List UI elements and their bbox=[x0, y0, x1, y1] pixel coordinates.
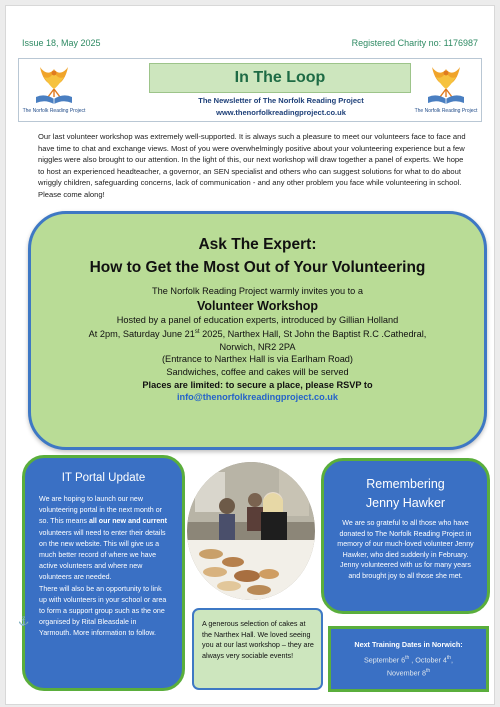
remembering-heading-2: Jenny Hawker bbox=[365, 496, 446, 510]
training-date-1-suffix: th bbox=[405, 655, 410, 661]
charity-number: Registered Charity no: 1176987 bbox=[351, 38, 478, 48]
logo-caption-left: The Norfolk Reading Project bbox=[22, 108, 86, 114]
training-date-1: September 6 bbox=[363, 655, 406, 665]
it-portal-p1-end: volunteers will need to enter their details on the new website. This will give us a much better record of where we have active volunteers and where new volunteers are needed. bbox=[39, 528, 166, 582]
invite-line: The Norfolk Reading Project warmly invites you to a bbox=[152, 286, 363, 296]
remembering-heading bbox=[324, 475, 487, 513]
training-heading: Next Training Dates in Norwich: bbox=[354, 640, 463, 649]
phoenix-book-logo-icon bbox=[422, 63, 470, 107]
photo-caption-box: A generous selection of cakes at the Narthex Hall. We loved seeing you at our last workshop – they are always very sociable events! bbox=[192, 608, 323, 690]
issue-label: Issue 18, May 2025 bbox=[22, 38, 101, 48]
when-line bbox=[31, 326, 484, 341]
anchor-icon: ⚓ bbox=[18, 616, 30, 626]
training-date-3-suffix: th bbox=[425, 667, 431, 674]
phoenix-book-logo-icon bbox=[30, 63, 78, 107]
event-photo-image bbox=[187, 462, 315, 600]
rsvp-email-link[interactable]: info@thenorfolkreadingproject.co.uk bbox=[176, 392, 339, 403]
training-date-2: , October 4 bbox=[409, 655, 447, 665]
it-portal-body bbox=[25, 484, 182, 640]
logo-caption-right: The Norfolk Reading Project bbox=[414, 108, 478, 114]
newsletter-title: In The Loop bbox=[234, 69, 326, 86]
logo-right bbox=[414, 63, 478, 119]
top-info-row bbox=[22, 38, 478, 48]
remembering-jenny-panel bbox=[321, 458, 490, 614]
remembering-body: We are so grateful to all those who have donated to The Norfolk Reading Project in memory of our much-loved volunteer Jenny Hawker, who died suddenly in February. Jenny volunteered with us for many years and brought joy to all those she met. bbox=[337, 519, 474, 580]
it-portal-update-panel bbox=[22, 455, 185, 691]
it-portal-p2: There will also be an opportunity to link up with volunteers in your school or area to form a support group such as the one organised by Rital Bleasdale in Yarmouth. More information to follow. bbox=[39, 584, 167, 638]
it-portal-heading: IT Portal Update bbox=[61, 472, 146, 484]
training-dates: September 6th , October 4th, November 8th bbox=[363, 655, 454, 677]
training-dates-box bbox=[328, 626, 489, 692]
subtitle-text: The Newsletter of The Norfolk Reading Project bbox=[198, 96, 364, 105]
expert-heading-1: Ask The Expert: bbox=[198, 236, 317, 253]
newsletter-title-box bbox=[149, 63, 411, 93]
limited-line: Places are limited: to secure a place, please RSVP to bbox=[142, 379, 373, 390]
where-line: Norwich, NR2 2PA bbox=[219, 341, 296, 352]
intro-paragraph: Our last volunteer workshop was extremely well-supported. It is always such a pleasure to meet our volunteers face to face and have time to chat and exchange views. Most of you were overwhelmingly positive about your volunteering experience but a few niggles were also brought to our attention. In the light of this, our next workshop will draw together a panel of experts. We hope to host an experienced headteacher, a governor, an SEN specialist and others who can suggest solutions for what to do about wriggly children, safeguarding concerns, lack of communication - and any other problem you face while volunteering in school. Please come along! bbox=[38, 132, 466, 199]
remembering-heading-1: Remembering bbox=[366, 477, 445, 491]
expert-heading-2: How to Get the Most Out of Your Volunteering bbox=[89, 259, 426, 276]
website-link[interactable]: www.thenorfolkreadingproject.co.uk bbox=[216, 108, 346, 117]
newsletter-page bbox=[5, 5, 495, 705]
masthead-subtitle bbox=[146, 95, 416, 119]
hosted-line: Hosted by a panel of education experts, introduced by Gillian Holland bbox=[116, 314, 399, 325]
it-portal-p1-bold: all our new and current bbox=[88, 517, 167, 526]
workshop-title: Volunteer Workshop bbox=[196, 298, 319, 313]
it-portal-p1: We are hoping to launch our new volunteering portal in the next month or so. This means bbox=[39, 495, 163, 526]
entrance-line: (Entrance to Narthex Hall is via Earlham Road) bbox=[162, 354, 353, 365]
training-date-2-suffix: th bbox=[446, 655, 452, 661]
food-line: Sandwiches, coffee and cakes will be served bbox=[166, 367, 349, 378]
when-venue: 2025, Narthex Hall, St John the Baptist R.C .Cathedral, bbox=[199, 329, 427, 340]
cakes-event-photo bbox=[187, 462, 315, 600]
training-date-3: November 8 bbox=[386, 667, 426, 677]
ask-the-expert-panel bbox=[28, 211, 487, 450]
when-date-suffix: st bbox=[194, 329, 200, 336]
logo-left bbox=[22, 63, 86, 119]
when-date: At 2pm, Saturday June 21 bbox=[88, 329, 195, 340]
